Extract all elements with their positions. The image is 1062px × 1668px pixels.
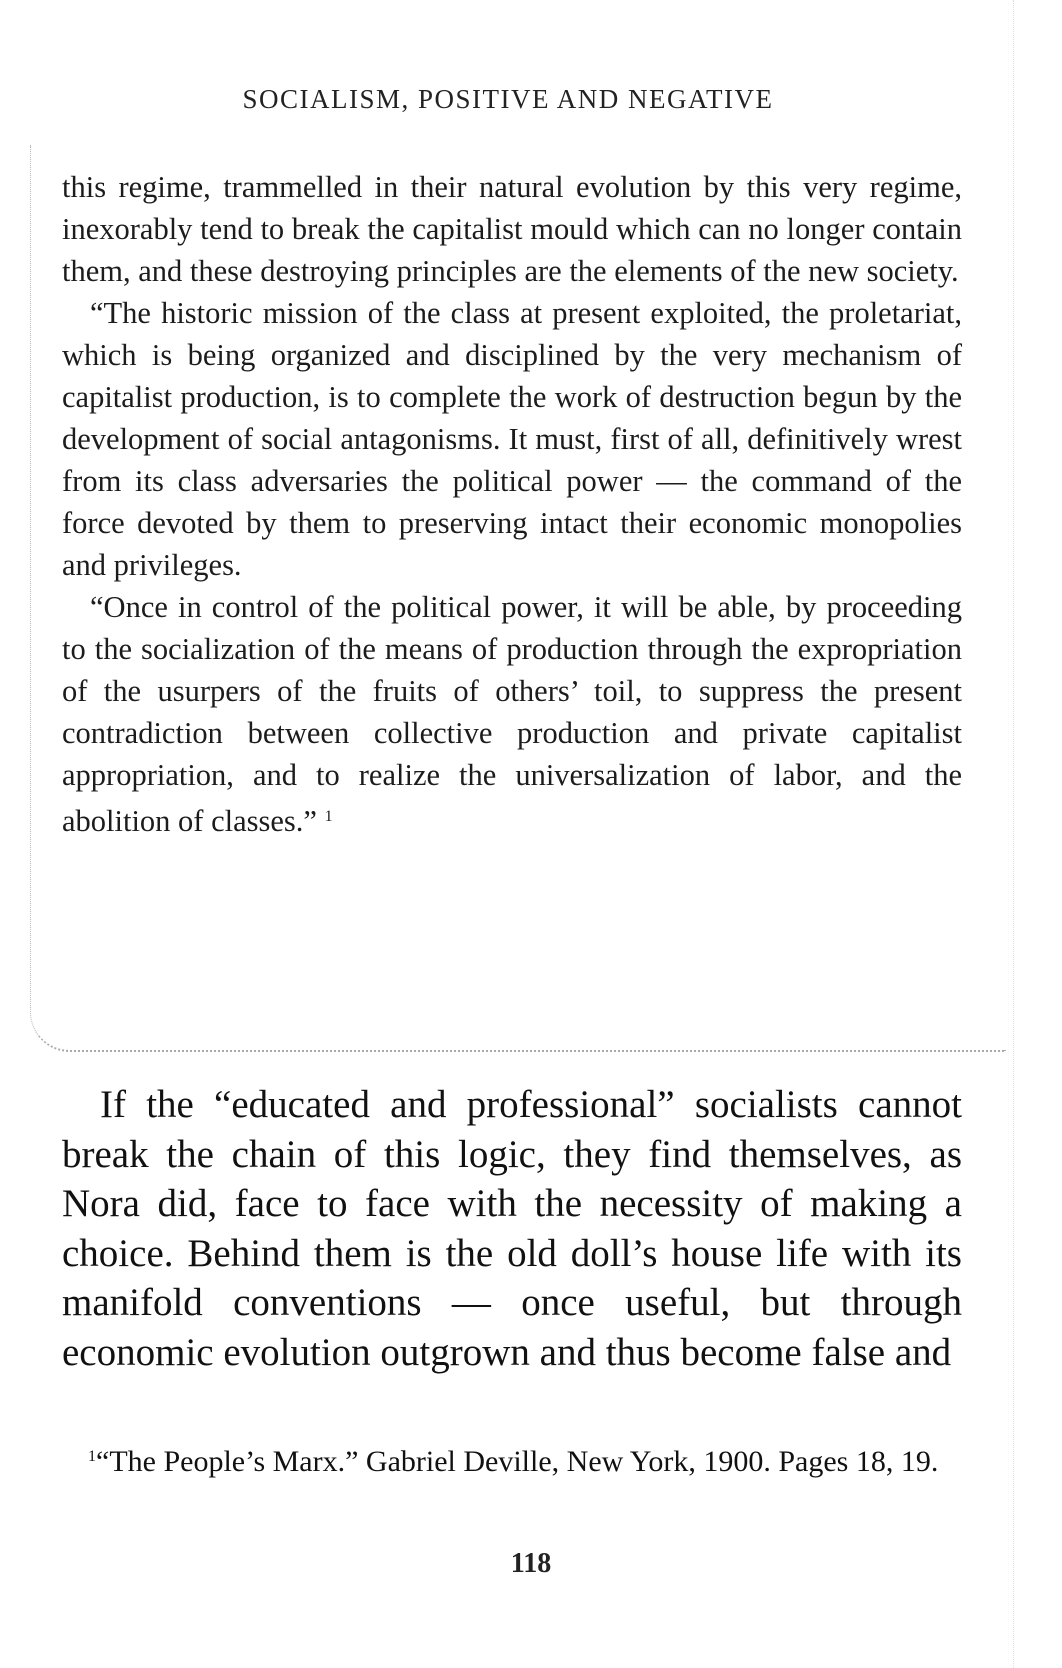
footnote	[62, 1440, 962, 1479]
footnote-text: “The People’s Marx.” Gabriel Deville, New York, 1900. Pages 18, 19.	[96, 1445, 939, 1478]
quote-paragraph-2: “The historic mission of the class at present exploited, the proletariat, which is being organized and disciplined by the very mechanism of capitalist production, is to complete the work of destruction begun by the development of social antagonisms. It must, first of all, definitively wrest from its class adversaries the political power — the command of the force devoted by them to preserving intact their economic monopolies and privileges.	[62, 296, 962, 582]
page-number: 118	[510, 1548, 552, 1579]
quote-paragraph-1: this regime, trammelled in their natural evolution by this very regime, inexorably tend to break the capitalist mould which can no longer contain them, and these destroying principles are the elements of the new society.	[62, 170, 962, 288]
page-edge	[1013, 0, 1054, 1668]
quote-paragraph-3	[62, 586, 962, 842]
quote-paragraph-3-text: “Once in control of the political power, it will be able, by proceeding to the socialization of the means of production through the expropriation of the usurpers of the fruits of others’ toil, to suppress the present contradiction between collective production and private capitalist appropriation, and to realize the universalization of labor, and the abolition of classes.”	[62, 590, 962, 838]
running-header: SOCIALISM, POSITIVE AND NEGATIVE	[242, 84, 774, 114]
footnote-marker: 1	[88, 1448, 96, 1465]
body-text	[62, 1080, 962, 1377]
body-paragraph: If the “educated and professional” socialists cannot break the chain of this logic, they find themselves, as Nora did, face to face with the necessity of making a choice. Behind them is the old doll’s house life with its manifold conventions — once useful, but through economic evolution outgrown and thus become false and	[62, 1083, 962, 1374]
quoted-passage	[62, 166, 962, 842]
footnote-reference: 1	[324, 808, 333, 825]
